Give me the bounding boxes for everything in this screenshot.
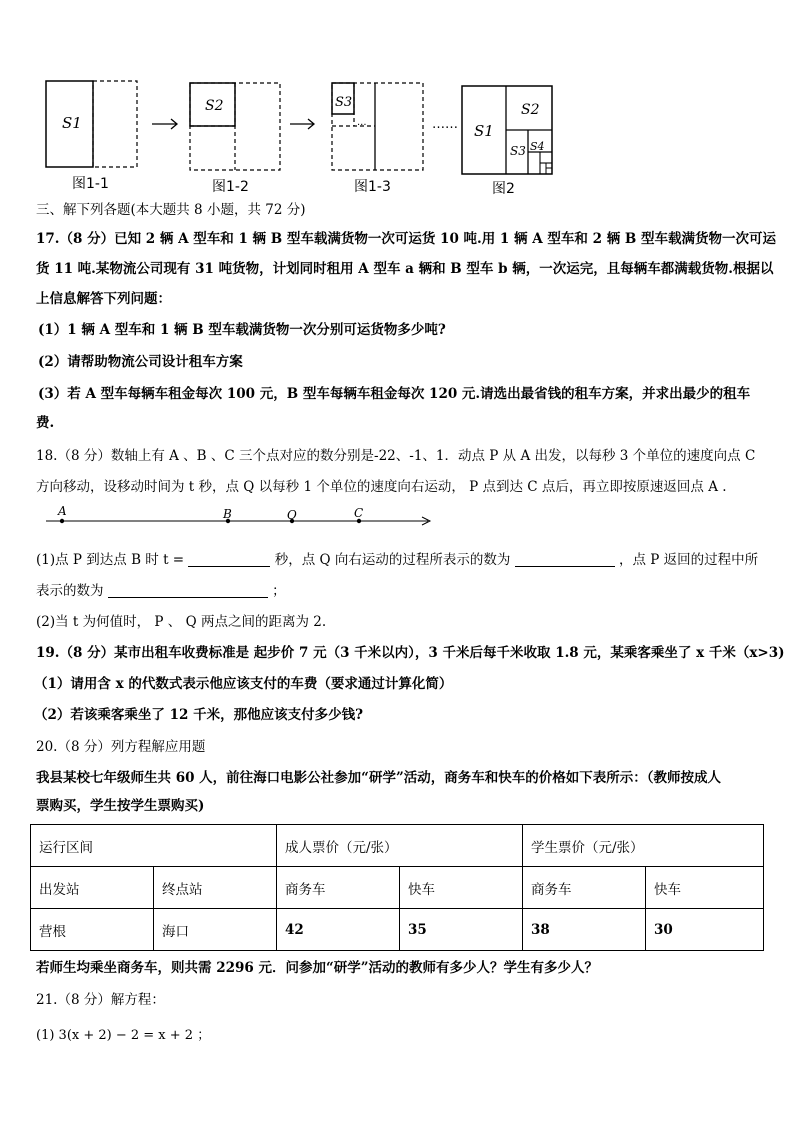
label-s2: S2 — [205, 98, 224, 114]
axis-label-b: B — [223, 507, 232, 521]
table-row — [31, 909, 764, 951]
svg-text:S4: S4 — [530, 140, 545, 153]
caption-fig-1-1: 图1-1 — [72, 176, 109, 192]
q20-line1: 20.（8 分）列方程解应用题 — [36, 739, 206, 755]
table-cell: 海口 — [154, 909, 277, 951]
square-partition-figures — [0, 70, 794, 200]
q17-part3a: (3）若 A 型车每辆车租金每次 100 元，B 型车每辆车租金每次 120 元.请选出最省钱的租车方案，并求出最少的租车 — [38, 386, 751, 402]
q17-line2: 货 11 吨.某物流公司现有 31 吨货物，计划同时租用 A 型车 a 辆和 B 型车 b 辆，一次运完，且每辆车都满载货物.根据以 — [36, 261, 774, 277]
table-cell: 成人票价（元/张） — [277, 825, 523, 867]
q20-question: 若师生均乘坐商务车，则共需 2296 元．问参加“研学”活动的教师有多少人？学生有多少人？ — [36, 960, 599, 976]
number-line — [40, 502, 440, 532]
q19-line1: 19.（8 分）某市出租车收费标准是 起步价 7 元（3 千米以内），3 千米后每千米收取 1.8 元，某乘客乘坐了 x 千米（x>3) — [36, 645, 785, 661]
answer-blank-1[interactable] — [188, 552, 270, 567]
answer-blank-3[interactable] — [108, 583, 268, 598]
answer-blank-2[interactable] — [515, 552, 615, 567]
table-cell: 30 — [646, 909, 764, 951]
table-cell: 快车 — [400, 867, 523, 909]
table-cell: 快车 — [646, 867, 764, 909]
axis-label-c: C — [354, 506, 364, 520]
q19-part1: （1）请用含 x 的代数式表示他应该支付的车费（要求通过计算化简） — [34, 676, 453, 692]
section-title: 三、解下列各题(本大题共 8 小题，共 72 分) — [36, 202, 306, 218]
table-cell: 出发站 — [31, 867, 154, 909]
q21-line1: 21.（8 分）解方程： — [36, 992, 165, 1008]
svg-text:···: ··· — [357, 120, 367, 131]
q17-part2: (2）请帮助物流公司设计租车方案 — [38, 354, 243, 370]
axis-label-o: O — [287, 508, 297, 522]
table-cell: 35 — [400, 909, 523, 951]
table-cell: 终点站 — [154, 867, 277, 909]
table-cell: 运行区间 — [31, 825, 277, 867]
svg-text:S3: S3 — [510, 144, 526, 158]
q17-line3: 上信息解答下列问题： — [36, 291, 171, 307]
table-cell: 商务车 — [277, 867, 400, 909]
table-cell: 38 — [523, 909, 646, 951]
table-row — [31, 867, 764, 909]
svg-text:S1: S1 — [474, 122, 494, 140]
svg-text:S2: S2 — [521, 102, 540, 118]
table-cell: 学生票价（元/张） — [523, 825, 764, 867]
caption-fig-2: 图2 — [492, 181, 515, 197]
axis-label-a: A — [58, 504, 67, 518]
q17-part1: (1）1 辆 A 型车和 1 辆 B 型车载满货物一次分别可运货物多少吨? — [38, 322, 446, 338]
q21-equation-1: (1) 3(x + 2) − 2 = x + 2 ； — [36, 1028, 211, 1043]
q18-line1: 18.（8 分）数轴上有 A 、B 、C 三个点对应的数分别是-22、-1、1．动点 P 从 A 出发，以每秒 3 个单位的速度向点 C — [36, 448, 756, 464]
caption-fig-1-2: 图1-2 — [212, 179, 249, 195]
caption-fig-1-3: 图1-3 — [354, 179, 391, 195]
figure-row — [0, 70, 794, 200]
label-s1: S1 — [62, 114, 82, 132]
q18-line2: 方向移动，设移动时间为 t 秒，点 Q 以每秒 1 个单位的速度向右运动， P 点到达 C 点后，再立即按原速返回点 A . — [36, 479, 727, 495]
fare-table — [30, 824, 764, 951]
table-row — [31, 825, 764, 867]
q19-part2: （2）若该乘客乘坐了 12 千米，那他应该支付多少钱? — [34, 707, 363, 723]
q20-line2: 我县某校七年级师生共 60 人，前往海口电影公社参加“研学”活动，商务车和快车的价格如下表所示：（教师按成人 — [36, 770, 721, 786]
ellipsis-text: …… — [432, 117, 458, 132]
q18-part1: (1)点 P 到达点 B 时 t = 秒，点 Q 向右运动的过程所表示的数为 ，点 P 返回的过程中所 — [36, 552, 759, 568]
table-cell: 营根 — [31, 909, 154, 951]
table-cell: 商务车 — [523, 867, 646, 909]
q18-part1-cont: 表示的数为 ； — [36, 583, 286, 599]
q17-line1: 17.（8 分）已知 2 辆 A 型车和 1 辆 B 型车载满货物一次可运货 10 吨.用 1 辆 A 型车和 2 辆 B 型车载满货物一次可运 — [36, 231, 777, 247]
label-s3: S3 — [335, 95, 353, 110]
table-cell: 42 — [277, 909, 400, 951]
q20-line3: 票购买，学生按学生票购买) — [36, 798, 205, 814]
q17-part3b: 费. — [36, 415, 55, 431]
q18-part2: (2)当 t 为何值时， P 、 Q 两点之间的距离为 2. — [36, 614, 327, 630]
